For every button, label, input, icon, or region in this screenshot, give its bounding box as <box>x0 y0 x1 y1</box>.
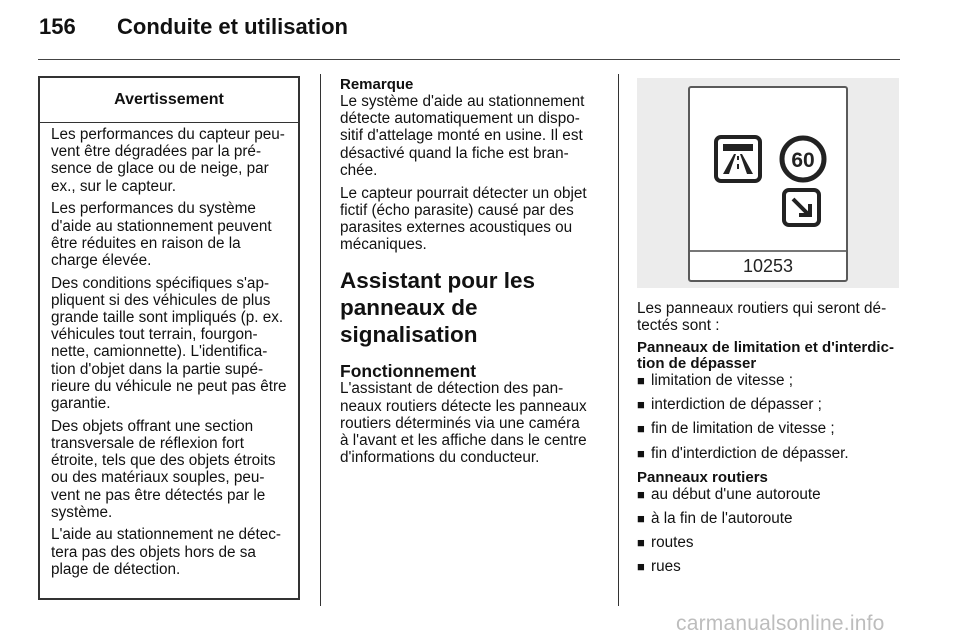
list-item: ■ interdiction de dépasser ; <box>637 396 822 414</box>
group2-title: Panneaux routiers <box>637 468 768 486</box>
warning-box <box>38 76 300 600</box>
remark-paragraph-2: Le capteur pourrait détecter un objet fictif (écho parasite) causé par des parasites externes acoustiques ou mécaniques. <box>340 184 587 254</box>
bullet-icon: ■ <box>637 559 645 575</box>
sign-graphics <box>690 88 846 248</box>
middle-column <box>340 77 608 472</box>
column-divider-2 <box>618 74 619 606</box>
list-item: ■ fin de limitation de vitesse ; <box>637 420 835 438</box>
page-header <box>39 14 348 40</box>
bullet-icon: ■ <box>637 510 645 526</box>
list-item: ■ rues <box>637 558 681 576</box>
speed-limit-value: 60 <box>791 149 815 172</box>
warning-paragraph-1: Les performances du capteur peu- vent être dégradées par la pré- sence de glace ou de neige, par ex., sur le capteur. <box>51 126 285 195</box>
bullet-icon: ■ <box>637 535 645 551</box>
motorway-sign-icon <box>716 137 760 181</box>
remark-paragraph-1: Le système d'aide au stationnement détecte automatiquement un dispo- sitif d'attelage monté en usine. Il est désactivé quand la fiche est bran- chée. <box>340 93 585 179</box>
subsection-heading: Fonctionnement <box>340 361 477 382</box>
warning-paragraph-3: Des conditions spécifiques s'ap- pliquent si des véhicules de plus grande taille sont impliqués (p. ex. véhicules tout terrain, fourgon- nette, camionnette). L'identifica- tion d'objet dans la partie supé- rieure du véhicule ne peut pas être garantie. <box>51 274 287 413</box>
warning-title: Avertissement <box>40 78 298 123</box>
figure-number: 10253 <box>742 256 794 276</box>
display-screen <box>688 86 848 282</box>
warning-body <box>40 123 298 578</box>
bullet-icon: ■ <box>637 372 645 388</box>
list-item: ■ limitation de vitesse ; <box>637 371 793 389</box>
warning-paragraph-4: Des objets offrant une section transversale de réflexion fort étroite, tels que des objets étroits ou des matériaux souples, peu- vent ne pas être détectés par le système. <box>51 417 276 521</box>
list-item: ■ routes <box>637 534 694 552</box>
speed-limit-sign-icon <box>782 138 824 180</box>
watermark: carmanualsonline.info <box>676 612 885 635</box>
detected-signs-text <box>637 300 903 576</box>
bullet-icon: ■ <box>637 397 645 413</box>
column-divider-1 <box>320 74 321 606</box>
group1-title: Panneaux de limitation et d'interdic- tion de dépasser <box>637 338 894 372</box>
list-item: ■ fin d'interdiction de dépasser. <box>637 444 849 462</box>
chapter-title: Conduite et utilisation <box>117 14 348 39</box>
group2-list <box>637 486 903 576</box>
list-item: ■ au début d'une autoroute <box>637 485 821 503</box>
bullet-icon: ■ <box>637 445 645 461</box>
remark-title: Remarque <box>340 76 414 93</box>
header-rule <box>38 59 900 60</box>
group1-list <box>637 372 903 462</box>
bullet-icon: ■ <box>637 421 645 437</box>
exit-arrow-sign-icon <box>784 190 819 225</box>
sign-figure <box>637 78 899 288</box>
page-number: 156 <box>39 14 76 39</box>
detected-intro: Les panneaux routiers qui seront dé- tectés sont : <box>637 300 887 335</box>
bullet-icon: ■ <box>637 486 645 502</box>
list-item: ■ à la fin de l'autoroute <box>637 509 793 527</box>
section-body: L'assistant de détection des pan- neaux routiers détecte les panneaux routiers déterminés via une caméra à l'avant et les affiche dans le centre d'informations du conducteur. <box>340 380 587 467</box>
warning-paragraph-5: L'aide au stationnement ne détec- tera pas des objets hors de sa plage de détection. <box>51 526 281 578</box>
warning-paragraph-2: Les performances du système d'aide au stationnement peuvent être réduites en raison de la charge élevée. <box>51 200 272 269</box>
right-column <box>637 78 903 584</box>
display-separator <box>690 250 846 252</box>
section-heading: Assistant pour les panneaux de signalisation <box>340 268 536 348</box>
